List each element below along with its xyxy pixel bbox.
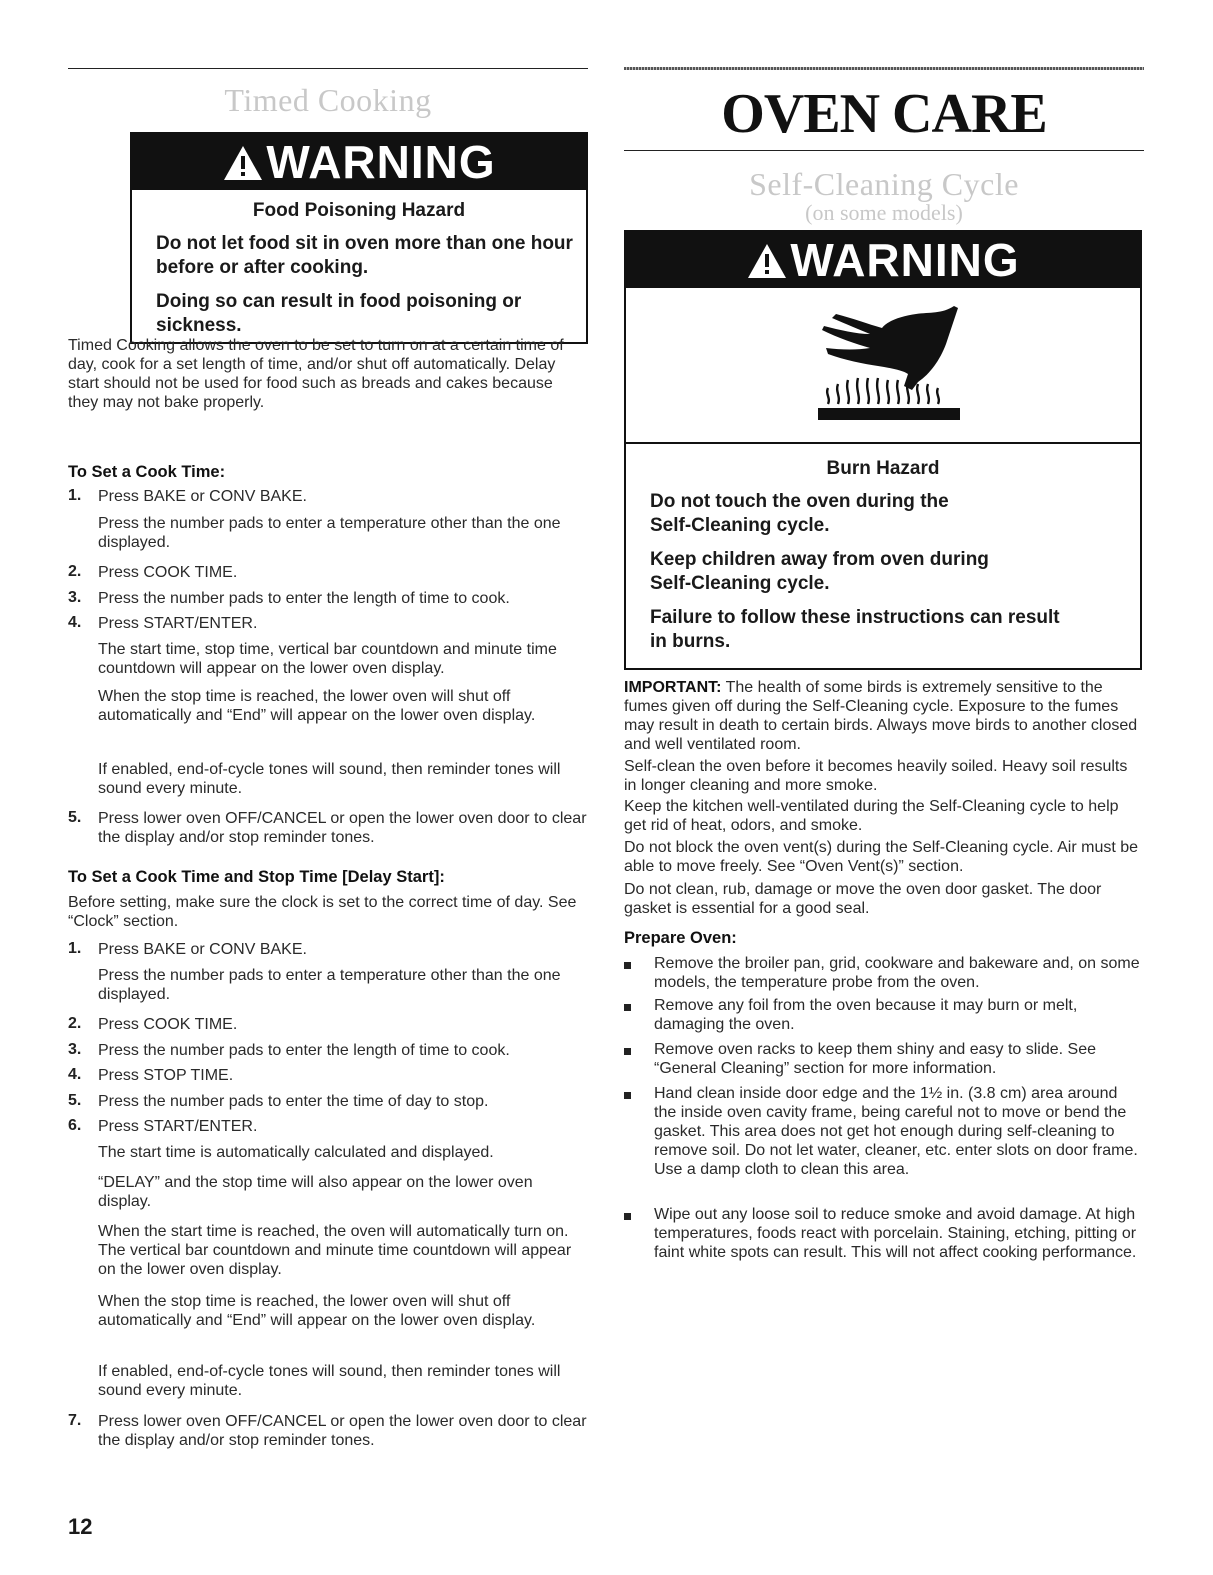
delay-step-3: Press the number pads to enter the length of time to cook. <box>98 1042 510 1059</box>
warning-line-3: Keep children away from oven during <box>650 549 989 570</box>
step-number: 4. <box>68 1066 82 1083</box>
step-number: 4. <box>68 614 82 631</box>
bullet-icon <box>624 962 631 969</box>
step-number: 3. <box>68 1041 82 1058</box>
bullet-icon <box>624 1004 631 1011</box>
warning-triangle-icon <box>222 138 264 194</box>
delay-step-4: Press STOP TIME. <box>98 1067 234 1084</box>
intro-paragraph: Timed Cooking allows the oven to be set to turn on at a certain time of day, cook for a set length of time, and/or shut off automatically. Delay start should not be used for food such as breads and cakes because they may not bake properly. <box>68 337 564 411</box>
delay-start-intro: Before setting, make sure the clock is set to the correct time of day. See “Clock” section. <box>68 894 577 930</box>
delay-step-6-note-5: If enabled, end-of-cycle tones will sound, then reminder tones will sound every minute. <box>98 1363 561 1399</box>
left-column <box>68 0 588 1575</box>
page-number: 12 <box>68 1514 93 1539</box>
cook-step-4: Press START/ENTER. <box>98 615 258 632</box>
bullet-icon <box>624 1213 631 1220</box>
top-dotted-rule <box>624 67 1144 70</box>
step-number: 5. <box>68 1092 82 1109</box>
paragraph-vents: Do not block the oven vent(s) during the Self-Cleaning cycle. Air must be able to move freely. See “Oven Vent(s)” section. <box>624 839 1139 875</box>
step-number: 3. <box>68 589 82 606</box>
section-title-timed-cooking: Timed Cooking <box>224 82 432 118</box>
cook-step-1: Press BAKE or CONV BAKE. <box>98 488 307 505</box>
cook-step-4-note-2: When the stop time is reached, the lower oven will shut off automatically and “End” will appear on the lower oven display. <box>98 688 536 724</box>
section-subtitle: (on some models) <box>805 200 963 225</box>
delay-step-2: Press COOK TIME. <box>98 1016 238 1033</box>
step-number: 2. <box>68 1015 82 1032</box>
cook-step-4-note-3: If enabled, end-of-cycle tones will sound, then reminder tones will sound every minute. <box>98 761 561 797</box>
warning-line-4: sickness. <box>156 315 242 336</box>
step-number: 7. <box>68 1412 82 1429</box>
warning-header-label: WARNING <box>790 234 1020 286</box>
warning-hazard: Food Poisoning Hazard <box>252 200 466 221</box>
important-label: IMPORTANT: <box>624 679 722 696</box>
paragraph-self-clean: Self-clean the oven before it becomes heavily soiled. Heavy soil results in longer cleaning and more smoke. <box>624 758 1128 794</box>
hot-surface-hand-icon <box>808 304 968 424</box>
warning-header-label: WARNING <box>266 136 496 188</box>
warning-header <box>132 134 586 190</box>
prepare-bullet-5: Wipe out any loose soil to reduce smoke and avoid damage. At high temperatures, foods react with porcelain. Staining, etching, pitting or faint white spots can result. This will not affect cooking performance. <box>654 1206 1137 1261</box>
warning-line-1: Do not let food sit in oven more than one hour <box>156 233 573 254</box>
warning-triangle-icon <box>746 236 788 292</box>
warning-line-6: in burns. <box>650 631 731 652</box>
delay-step-6-note-2: “DELAY” and the stop time will also appear on the lower oven display. <box>98 1174 533 1210</box>
delay-start-heading: To Set a Cook Time and Stop Time [Delay Start]: <box>68 868 445 886</box>
paragraph-gasket: Do not clean, rub, damage or move the oven door gasket. The door gasket is essential for a good seal. <box>624 881 1102 917</box>
cook-step-5: Press lower oven OFF/CANCEL or open the lower oven door to clear the display and/or stop reminder tones. <box>98 810 587 846</box>
delay-step-6-note-3: When the start time is reached, the oven will automatically turn on. The vertical bar countdown and minute time countdown will appear on the lower oven display. <box>98 1223 572 1278</box>
warning-box-burn-hazard <box>624 230 1142 670</box>
important-text: The health of some birds is extremely sensitive to the fumes given off during the Self-Cleaning cycle. Exposure to the fumes may result in death to certain birds. Always move birds to another closed and well ventilated room. <box>624 679 1138 753</box>
step-number: 5. <box>68 809 82 826</box>
cook-time-heading: To Set a Cook Time: <box>68 463 226 481</box>
warning-line-3: Doing so can result in food poisoning or <box>156 291 522 312</box>
prepare-bullet-4: Hand clean inside door edge and the 1½ in. (3.8 cm) area around the inside oven cavity frame, being careful not to move or bend the gasket. This area does not get hot enough during self-cleaning to remove soil. Do not let water, cleaner, etc. enter slots on door frame. Use a damp cloth to clean this area. <box>654 1085 1138 1178</box>
cook-step-1-note: Press the number pads to enter a temperature other than the one displayed. <box>98 515 561 551</box>
step-number: 6. <box>68 1117 82 1134</box>
delay-step-5: Press the number pads to enter the time of day to stop. <box>98 1093 489 1110</box>
bullet-icon <box>624 1092 631 1099</box>
prepare-bullet-3: Remove oven racks to keep them shiny and easy to slide. See “General Cleaning” section for more information. <box>654 1041 1097 1077</box>
top-rule <box>68 68 588 69</box>
delay-step-1-note: Press the number pads to enter a temperature other than the one displayed. <box>98 967 561 1003</box>
bullet-icon <box>624 1048 631 1055</box>
page-title-oven-care: OVEN CARE <box>721 83 1047 145</box>
warning-line-1: Do not touch the oven during the <box>650 491 949 512</box>
delay-step-6-note-1: The start time is automatically calculated and displayed. <box>98 1144 494 1161</box>
warning-line-5: Failure to follow these instructions can result <box>650 607 1060 628</box>
important-paragraph <box>624 678 1142 754</box>
prepare-bullet-2: Remove any foil from the oven because it may burn or melt, damaging the oven. <box>654 997 1078 1033</box>
cook-step-3: Press the number pads to enter the length of time to cook. <box>98 590 510 607</box>
prepare-oven-heading: Prepare Oven: <box>624 929 737 947</box>
step-number: 1. <box>68 940 82 957</box>
right-column <box>624 0 1144 1575</box>
delay-step-1: Press BAKE or CONV BAKE. <box>98 941 307 958</box>
warning-hazard: Burn Hazard <box>826 458 940 479</box>
paragraph-ventilate: Keep the kitchen well-ventilated during the Self-Cleaning cycle to help get rid of heat, odors, and smoke. <box>624 798 1119 834</box>
step-number: 1. <box>68 487 82 504</box>
delay-step-6-note-4: When the stop time is reached, the lower oven will shut off automatically and “End” will appear on the lower oven display. <box>98 1293 536 1329</box>
warning-divider <box>626 442 1140 444</box>
step-number: 2. <box>68 563 82 580</box>
warning-line-4: Self-Cleaning cycle. <box>650 573 830 594</box>
prepare-bullet-1: Remove the broiler pan, grid, cookware and bakeware and, on some models, the temperature probe from the oven. <box>654 955 1140 991</box>
section-title-self-cleaning: Self-Cleaning Cycle <box>749 166 1019 202</box>
cook-step-4-note-1: The start time, stop time, vertical bar countdown and minute time countdown will appear on the lower oven display. <box>98 641 557 677</box>
cook-step-2: Press COOK TIME. <box>98 564 238 581</box>
title-rule <box>624 150 1144 151</box>
delay-step-7: Press lower oven OFF/CANCEL or open the lower oven door to clear the display and/or stop reminder tones. <box>98 1413 587 1449</box>
warning-line-2: Self-Cleaning cycle. <box>650 515 830 536</box>
delay-step-6: Press START/ENTER. <box>98 1118 258 1135</box>
warning-line-2: before or after cooking. <box>156 257 369 278</box>
warning-header <box>626 232 1140 288</box>
warning-box-food-poisoning <box>130 132 588 344</box>
